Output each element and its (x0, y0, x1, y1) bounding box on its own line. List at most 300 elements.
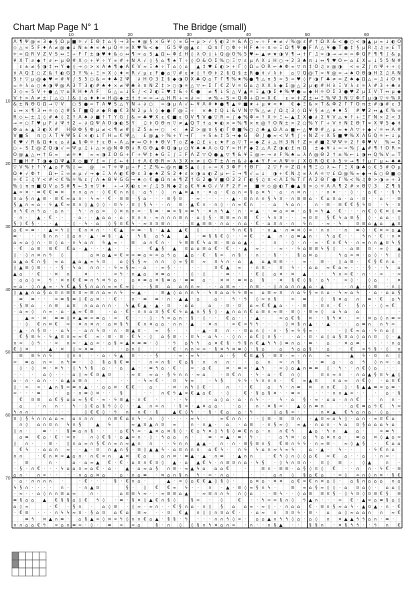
chart-stitch-symbol: ≈ (255, 247, 260, 253)
chart-stitch-symbol: ▲ (155, 448, 159, 454)
chart-stitch-symbol: ⌂ (19, 479, 23, 485)
chart-stitch-symbol: ¤ (184, 247, 188, 253)
chart-stitch-symbol: ◊ (197, 228, 200, 234)
chart-stitch-symbol: ∩ (202, 203, 206, 209)
chart-stitch-symbol: ≈ (24, 385, 29, 391)
chart-stitch-symbol: ⌂ (255, 310, 259, 316)
chart-stitch-symbol: Ψ (125, 83, 129, 89)
chart-stitch-symbol: ∩ (214, 209, 218, 215)
chart-stitch-symbol: ▲ (101, 372, 106, 378)
chart-stitch-symbol: · (244, 253, 247, 259)
chart-stitch-symbol: · (55, 284, 58, 290)
chart-stitch-symbol: μ (31, 77, 35, 83)
chart-stitch-symbol: · (67, 222, 69, 228)
chart-stitch-symbol: ∩ (231, 441, 236, 447)
chart-stitch-symbol: ⌂ (297, 504, 300, 510)
chart-stitch-symbol: ▲ (273, 228, 277, 234)
chart-stitch-symbol: ∩ (125, 190, 129, 196)
chart-stitch-symbol: € (397, 523, 401, 529)
chart-stitch-symbol: ∩ (302, 366, 307, 372)
chart-stitch-symbol: → (367, 171, 372, 177)
chart-stitch-symbol: Γ (226, 127, 229, 133)
chart-stitch-symbol: ◊ (315, 517, 318, 523)
chart-stitch-symbol: ± (84, 46, 88, 52)
chart-stitch-symbol: · (179, 222, 182, 228)
chart-stitch-symbol: ∫ (356, 146, 359, 152)
chart-stitch-symbol: · (238, 511, 241, 517)
chart-stitch-symbol: € (244, 429, 247, 435)
chart-stitch-symbol: ▽ (13, 165, 17, 171)
chart-stitch-symbol: ‡ (161, 83, 164, 89)
chart-stitch-symbol: ∩ (302, 460, 307, 466)
chart-stitch-symbol: ∩ (261, 379, 265, 385)
chart-stitch-symbol: ≈ (314, 291, 319, 297)
chart-stitch-symbol: √ (267, 71, 271, 77)
chart-stitch-symbol: ⌂ (96, 222, 100, 228)
chart-stitch-symbol: · (31, 190, 34, 196)
chart-stitch-symbol: ≈ (397, 404, 401, 410)
chart-stitch-symbol: ϟ (178, 240, 182, 246)
chart-stitch-symbol: ⌂ (167, 435, 170, 441)
chart-stitch-symbol: S (332, 134, 336, 140)
chart-stitch-symbol: · (362, 266, 365, 272)
chart-stitch-symbol: ϟ (208, 291, 212, 297)
chart-stitch-symbol: ≈ (231, 146, 236, 152)
chart-stitch-symbol: ▽ (249, 109, 254, 114)
chart-stitch-symbol: X (373, 121, 377, 127)
chart-stitch-symbol: § (332, 504, 336, 510)
chart-stitch-symbol: T (350, 102, 354, 108)
chart-stitch-symbol: · (339, 347, 341, 353)
chart-stitch-symbol: ¤ (49, 322, 52, 328)
chart-stitch-symbol: △ (54, 96, 59, 102)
chart-stitch-symbol: ▲ (166, 479, 171, 485)
chart-stitch-symbol: G (308, 159, 313, 165)
chart-stitch-symbol: ¤ (161, 423, 165, 429)
chart-stitch-symbol: ◊ (368, 278, 371, 284)
chart-stitch-symbol: ◇ (267, 184, 271, 190)
chart-stitch-symbol: · (250, 372, 253, 378)
chart-stitch-symbol: § (356, 303, 359, 309)
chart-stitch-symbol: ▲ (178, 190, 183, 196)
chart-stitch-symbol: ϟ (220, 209, 224, 215)
chart-stitch-symbol: ♫ (379, 77, 384, 83)
chart-stitch-symbol: → (237, 171, 242, 177)
chart-stitch-symbol: · (185, 354, 188, 359)
chart-stitch-symbol: π (255, 121, 259, 127)
chart-stitch-symbol: ⌂ (391, 485, 395, 491)
chart-stitch-symbol: > (397, 146, 401, 152)
chart-stitch-symbol: § (37, 328, 40, 334)
chart-stitch-symbol: ▲ (25, 291, 29, 297)
page-map-cell (26, 568, 33, 576)
chart-stitch-symbol: 3 (43, 39, 46, 45)
chart-stitch-symbol: ¤ (190, 335, 194, 341)
chart-stitch-symbol: ∩ (90, 278, 94, 284)
chart-stitch-symbol: ↔ (154, 127, 159, 133)
chart-stitch-symbol: ∩ (90, 435, 94, 441)
chart-stitch-symbol: · (303, 410, 306, 416)
chart-stitch-symbol: ∩ (90, 209, 94, 215)
chart-stitch-symbol: ¤ (285, 511, 289, 517)
chart-stitch-symbol: ≡ (320, 360, 325, 366)
chart-stitch-symbol: @ (148, 134, 154, 140)
chart-stitch-symbol: ∩ (356, 379, 360, 385)
chart-stitch-symbol: · (102, 479, 105, 485)
chart-stitch-symbol: @ (142, 39, 148, 45)
chart-stitch-symbol: ¤ (119, 209, 123, 215)
chart-stitch-symbol: ∩ (19, 454, 23, 460)
chart-stitch-symbol: · (268, 479, 270, 485)
chart-stitch-symbol: ≡ (30, 297, 35, 303)
chart-stitch-symbol: ★ (267, 102, 272, 108)
chart-stitch-symbol: ● (113, 109, 118, 114)
chart-stitch-symbol: ≈ (314, 310, 319, 316)
chart-stitch-symbol: € (190, 184, 194, 190)
chart-stitch-symbol: · (14, 278, 16, 284)
chart-stitch-symbol: ⌂ (37, 492, 40, 498)
chart-stitch-symbol: · (286, 391, 288, 397)
chart-stitch-symbol: R (314, 159, 318, 165)
chart-stitch-symbol: · (96, 354, 99, 359)
chart-stitch-symbol: § (315, 485, 318, 491)
chart-stitch-symbol: · (114, 460, 117, 466)
chart-stitch-symbol: ≈ (196, 372, 200, 378)
chart-stitch-symbol: € (244, 391, 247, 397)
chart-stitch-symbol: · (345, 190, 347, 196)
chart-stitch-symbol: ⌂ (214, 297, 218, 303)
chart-stitch-symbol: ≡ (320, 492, 325, 498)
chart-stitch-symbol: ↑ (296, 140, 301, 146)
chart-stitch-symbol: % (12, 184, 18, 190)
chart-stitch-symbol: ♦ (278, 90, 283, 96)
chart-stitch-symbol: ∞ (385, 46, 390, 52)
chart-stitch-symbol: ϟ (19, 209, 23, 215)
chart-stitch-symbol: ⌂ (279, 435, 283, 441)
chart-stitch-symbol: · (43, 222, 46, 228)
chart-stitch-symbol: △ (54, 90, 59, 96)
chart-stitch-symbol: F (49, 121, 52, 127)
chart-stitch-symbol: ◊ (220, 397, 223, 403)
chart-stitch-symbol: ∩ (320, 291, 324, 297)
chart-stitch-symbol: ‡ (214, 71, 217, 77)
chart-stitch-symbol: ⌂ (309, 517, 312, 523)
chart-stitch-symbol: € (143, 517, 147, 523)
chart-stitch-symbol: ≡ (89, 291, 94, 297)
chart-stitch-symbol: ∩ (231, 310, 236, 316)
chart-stitch-symbol: ≈ (143, 467, 147, 473)
chart-stitch-symbol: N (279, 121, 283, 127)
chart-stitch-symbol: # (72, 58, 76, 64)
chart-stitch-symbol: Ψ (72, 146, 76, 152)
chart-stitch-symbol: § (78, 140, 82, 146)
chart-stitch-symbol: ≈ (36, 278, 41, 284)
chart-stitch-symbol: € (291, 316, 295, 322)
chart-stitch-symbol: · (161, 523, 164, 529)
chart-stitch-symbol: √ (249, 171, 253, 177)
chart-stitch-symbol: O (391, 77, 395, 83)
chart-stitch-symbol: § (161, 247, 164, 253)
chart-stitch-symbol: ◑ (379, 178, 384, 184)
chart-stitch-symbol: λ (25, 83, 29, 89)
chart-stitch-symbol: ◊ (344, 416, 347, 422)
chart-stitch-symbol: · (197, 454, 199, 460)
chart-stitch-symbol: ⌂ (60, 240, 64, 246)
chart-stitch-symbol: ≈ (302, 485, 307, 491)
chart-stitch-symbol: · (256, 416, 258, 422)
chart-stitch-symbol: O (326, 90, 330, 96)
chart-stitch-symbol: ≈ (66, 322, 70, 328)
chart-stitch-symbol: ¶ (232, 152, 235, 158)
chart-stitch-symbol: ◑ (278, 146, 283, 152)
chart-stitch-symbol: ∩ (273, 517, 277, 523)
chart-stitch-symbol: € (84, 479, 88, 485)
chart-stitch-symbol: · (14, 460, 16, 466)
chart-stitch-symbol: ◊ (374, 209, 377, 215)
chart-stitch-symbol: ☼ (119, 46, 124, 52)
chart-stitch-symbol: · (31, 379, 34, 385)
chart-stitch-symbol: ⌂ (214, 397, 218, 403)
chart-stitch-symbol: ¤ (356, 492, 360, 498)
chart-stitch-symbol: ϟ (285, 435, 289, 441)
chart-stitch-symbol: € (131, 65, 135, 71)
chart-stitch-symbol: · (262, 523, 264, 529)
chart-stitch-symbol: ∩ (72, 190, 76, 196)
chart-stitch-symbol: ♥ (349, 90, 354, 96)
chart-stitch-symbol: ∩ (267, 429, 271, 435)
chart-stitch-symbol: · (126, 404, 128, 410)
chart-stitch-symbol: ¤ (326, 492, 330, 498)
chart-stitch-symbol: ∩ (332, 435, 336, 441)
chart-stitch-symbol: T (37, 159, 40, 165)
chart-stitch-symbol: λ (173, 159, 176, 165)
chart-stitch-symbol: £ (214, 65, 218, 71)
chart-stitch-symbol: % (142, 46, 148, 52)
chart-stitch-symbol: ÷ (261, 46, 265, 52)
chart-stitch-symbol: ◊ (262, 328, 265, 334)
chart-stitch-symbol: € (368, 259, 371, 265)
chart-stitch-symbol: € (255, 335, 259, 341)
chart-stitch-symbol: ∩ (19, 429, 23, 435)
chart-stitch-symbol: Λ (279, 127, 283, 133)
chart-stitch-symbol: · (173, 266, 176, 272)
chart-stitch-symbol: ∩ (131, 479, 135, 485)
chart-stitch-symbol: ⌂ (60, 523, 64, 529)
chart-stitch-symbol: · (79, 485, 81, 491)
chart-stitch-symbol: Ω (279, 109, 283, 114)
chart-stitch-symbol: · (132, 310, 134, 316)
chart-stitch-symbol: + (89, 71, 94, 77)
chart-stitch-symbol: · (61, 404, 63, 410)
chart-stitch-symbol: · (368, 448, 371, 454)
chart-stitch-symbol: ⌂ (320, 473, 324, 479)
chart-stitch-symbol: · (215, 423, 217, 429)
chart-stitch-symbol: ε (214, 140, 218, 146)
chart-stitch-symbol: ϟ (338, 253, 342, 259)
chart-stitch-symbol: ◊ (149, 58, 152, 64)
chart-stitch-symbol: · (144, 228, 146, 234)
chart-stitch-symbol: ¤ (167, 429, 170, 435)
chart-stitch-symbol: ▲ (296, 184, 301, 190)
chart-stitch-symbol: ★ (184, 127, 189, 133)
chart-stitch-symbol: μ (391, 90, 395, 96)
chart-stitch-symbol: F (309, 46, 312, 52)
chart-stitch-symbol: ≈ (255, 303, 260, 309)
chart-stitch-symbol: ≈ (349, 511, 354, 517)
chart-stitch-symbol: ∩ (84, 416, 88, 422)
chart-stitch-symbol: Ξ (232, 58, 235, 64)
chart-stitch-symbol: ϟ (214, 379, 218, 385)
chart-stitch-symbol: Q (220, 52, 224, 58)
chart-stitch-symbol: + (137, 102, 141, 108)
chart-stitch-symbol: ≡ (48, 441, 53, 447)
chart-stitch-symbol: § (167, 498, 170, 504)
chart-stitch-symbol: 3 (125, 109, 129, 114)
chart-stitch-symbol: § (297, 360, 300, 366)
chart-stitch-symbol: @ (296, 39, 301, 45)
chart-stitch-symbol: · (197, 423, 199, 429)
chart-stitch-symbol: X (350, 165, 354, 171)
chart-stitch-symbol: ▽ (202, 152, 206, 158)
chart-stitch-symbol: ϟ (108, 423, 111, 429)
chart-stitch-symbol: ≈ (296, 391, 301, 397)
chart-stitch-symbol: ▲ (125, 341, 129, 347)
chart-stitch-symbol: ∩ (31, 479, 35, 485)
chart-stitch-symbol: · (73, 228, 75, 234)
chart-stitch-symbol: · (55, 410, 58, 416)
chart-stitch-symbol: S (25, 134, 29, 140)
chart-stitch-symbol: ▲ (361, 385, 366, 391)
chart-stitch-symbol: Ξ (338, 83, 342, 89)
chart-stitch-symbol: § (208, 410, 212, 416)
chart-stitch-symbol: ¤ (397, 203, 401, 209)
chart-stitch-symbol: · (339, 492, 341, 498)
chart-stitch-symbol: ≡ (225, 240, 230, 246)
chart-stitch-symbol: ≡ (137, 511, 141, 517)
chart-stitch-symbol: ◊ (149, 316, 152, 322)
chart-stitch-symbol: ▲ (13, 272, 17, 278)
chart-stitch-symbol: ≡ (225, 272, 230, 278)
chart-stitch-symbol: Z (273, 146, 277, 152)
chart-stitch-symbol: · (232, 485, 235, 491)
chart-stitch-symbol: ∩ (249, 429, 253, 435)
chart-stitch-symbol: ↑ (361, 159, 366, 165)
chart-stitch-symbol: ≈ (154, 328, 159, 334)
chart-stitch-symbol: · (55, 429, 58, 435)
chart-stitch-symbol: ∫ (90, 178, 93, 184)
chart-stitch-symbol: 3 (285, 140, 289, 146)
chart-stitch-symbol: ∩ (149, 360, 153, 366)
chart-stitch-symbol: ▲ (119, 454, 124, 460)
chart-stitch-symbol: ∩ (237, 209, 242, 215)
chart-stitch-symbol: ▲ (196, 441, 200, 447)
page-map-cell (26, 552, 33, 560)
chart-stitch-symbol: ◊ (179, 523, 182, 529)
chart-stitch-symbol: § (43, 234, 46, 240)
chart-stitch-symbol: ◊ (173, 498, 176, 504)
chart-stitch-symbol: · (167, 385, 170, 391)
chart-stitch-symbol: R (72, 90, 76, 96)
chart-stitch-symbol: ∩ (267, 228, 271, 234)
chart-stitch-symbol: ≈ (172, 485, 177, 491)
chart-stitch-symbol: ▲ (397, 228, 401, 234)
chart-stitch-symbol: · (167, 448, 170, 454)
chart-stitch-symbol: ● (196, 90, 201, 96)
chart-stitch-symbol: ≈ (66, 435, 70, 441)
chart-stitch-symbol: ¥ (167, 39, 170, 45)
chart-stitch-symbol: ≠ (36, 96, 41, 102)
page-map-cell (39, 552, 46, 560)
chart-stitch-symbol: · (297, 354, 300, 359)
chart-stitch-symbol: △ (338, 115, 342, 121)
chart-stitch-symbol: × (154, 39, 159, 45)
chart-stitch-symbol: F (238, 165, 241, 171)
chart-stitch-symbol: ◇ (78, 159, 82, 165)
chart-stitch-symbol: ⌂ (84, 96, 88, 102)
chart-stitch-symbol: ≡ (355, 341, 360, 347)
chart-stitch-symbol: ⌂ (214, 404, 218, 410)
chart-stitch-symbol: ∩ (42, 416, 47, 422)
chart-stitch-symbol: · (102, 391, 105, 397)
chart-stitch-symbol: · (286, 354, 288, 359)
chart-stitch-symbol: ⌂ (338, 379, 342, 385)
chart-stitch-symbol: ∫ (297, 159, 300, 165)
chart-stitch-symbol: ≈ (219, 435, 224, 441)
chart-stitch-symbol: ♥ (367, 140, 372, 146)
chart-stitch-symbol: < (273, 159, 277, 165)
chart-stitch-symbol: % (284, 90, 289, 96)
chart-stitch-symbol: ÷ (72, 52, 76, 58)
chart-stitch-symbol: → (267, 152, 271, 158)
chart-stitch-symbol: ⌂ (249, 335, 253, 341)
chart-stitch-symbol: X (267, 96, 271, 102)
chart-stitch-symbol: ¤ (96, 297, 100, 303)
chart-stitch-symbol: O (385, 146, 389, 152)
chart-stitch-symbol: · (79, 448, 81, 454)
chart-stitch-symbol: √ (25, 171, 29, 177)
chart-stitch-symbol: ▲ (279, 523, 283, 529)
chart-stitch-symbol: ◑ (373, 96, 378, 102)
chart-stitch-symbol: ¤ (60, 335, 64, 341)
chart-stitch-symbol: ▲ (196, 391, 200, 397)
chart-stitch-symbol: · (91, 448, 93, 454)
chart-stitch-symbol: ◊ (374, 360, 377, 366)
chart-stitch-symbol: ≡ (237, 366, 242, 372)
chart-stitch-symbol: · (356, 272, 359, 278)
chart-stitch-symbol: · (150, 215, 152, 221)
chart-stitch-symbol: ∩ (101, 284, 106, 290)
chart-stitch-symbol: 5 (226, 134, 230, 140)
chart-stitch-symbol: € (149, 460, 153, 466)
chart-stitch-symbol: ⌂ (226, 397, 230, 403)
chart-stitch-symbol: Φ (355, 52, 360, 58)
chart-stitch-symbol: ¤ (314, 379, 318, 385)
chart-stitch-symbol: △ (95, 146, 100, 152)
chart-stitch-symbol: ≡ (72, 297, 76, 303)
chart-stitch-symbol: € (119, 253, 123, 259)
chart-stitch-symbol: ≈ (160, 266, 165, 272)
chart-stitch-symbol: ⌂ (13, 504, 17, 510)
chart-stitch-symbol: ○ (320, 165, 325, 171)
chart-stitch-symbol: · (368, 397, 371, 403)
chart-stitch-symbol: Θ (361, 184, 366, 190)
chart-stitch-symbol: ◊ (197, 71, 200, 77)
chart-stitch-symbol: · (126, 215, 128, 221)
chart-stitch-symbol: & (36, 140, 41, 146)
chart-stitch-symbol: · (368, 303, 371, 309)
chart-stitch-symbol: Φ (367, 178, 372, 184)
chart-stitch-symbol: ≡ (24, 435, 29, 441)
